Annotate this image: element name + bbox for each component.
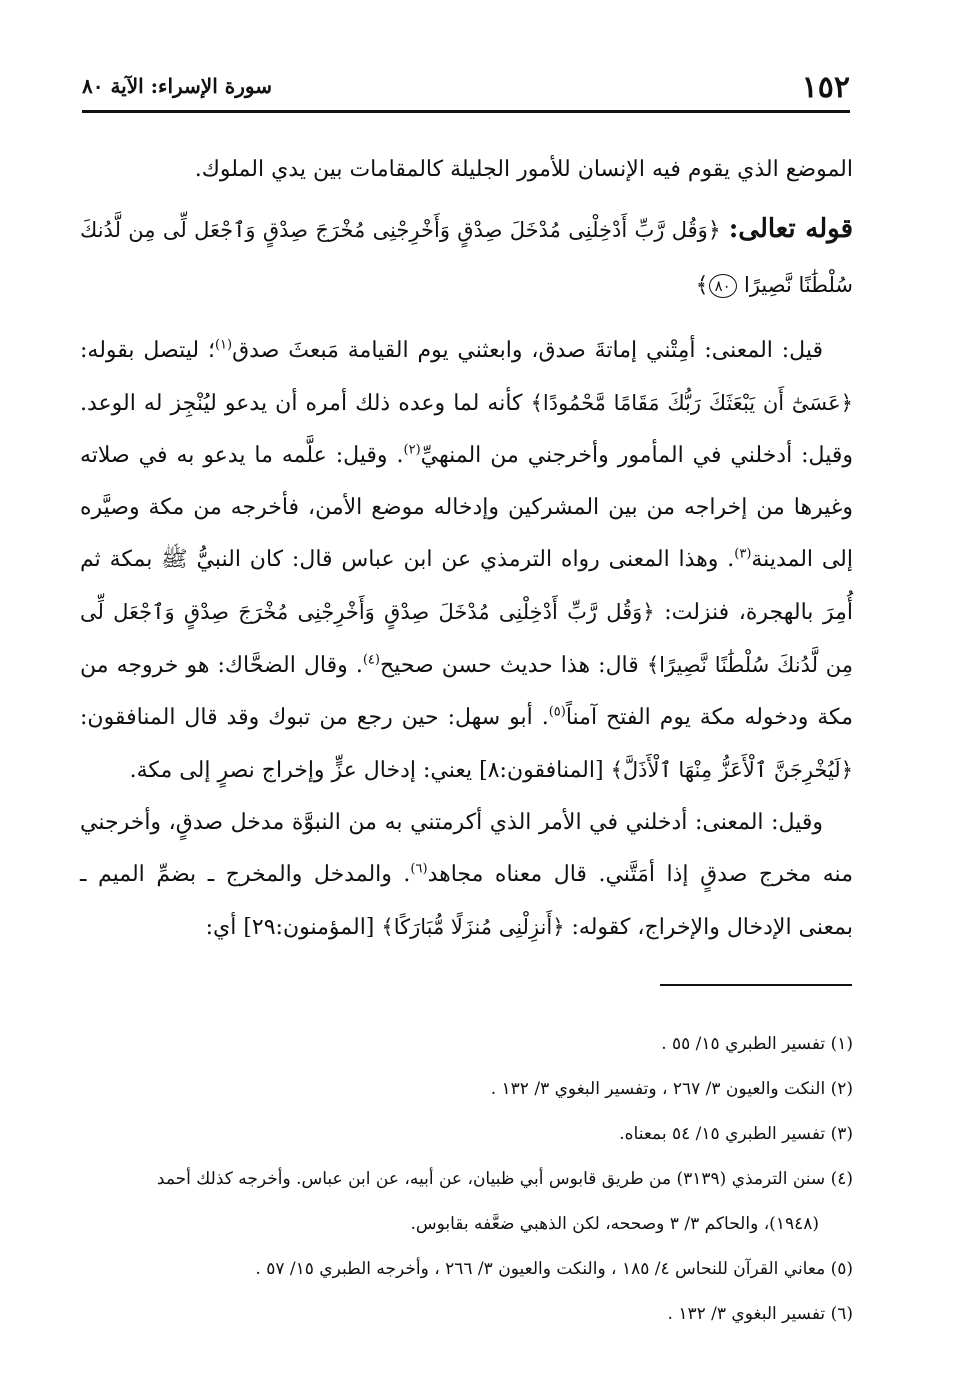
header-divider <box>82 110 850 113</box>
footnote-text: تفسير الطبري ١٥/ ٥٥ . <box>661 1034 831 1054</box>
verse-label: قوله تعالى: <box>728 214 853 244</box>
footnote-number: (٣) <box>830 1124 853 1144</box>
footnote <box>80 1022 853 1067</box>
running-title: سورة الإسراء: الآية ٨٠ <box>82 74 272 98</box>
footnote-text: تفسير الطبري ١٥/ ٥٤ بمعناه. <box>619 1124 831 1144</box>
verse-close-bracket: ﴾ <box>695 273 709 298</box>
paragraph-text: قال: هذا حديث حسن صحيح <box>379 653 647 678</box>
footnote-ref: (٦) <box>410 861 428 877</box>
quran-quote: ﴿وَقُل رَّبِّ أَدْخِلْنِى مُدْخَلَ صِدْقٍ وَأَخْرِجْنِى مُخْرَجَ صِدْقٍ وَٱجْعَل لِّى مِن لَّدُنكَ سُلْطَٰنًا نَّصِيرًا﴾ <box>80 600 853 677</box>
paragraph-text: . وقيل: علَّمه ما يدعو به في صلاته وغيرها من إخراجه من بين المشركين وإدخاله موضع الأمن، فأخرجه من مكة وصيَّره إلى المدينة <box>80 443 853 572</box>
footnote <box>80 1292 853 1337</box>
verse-text: وَقُل رَّبِّ أَدْخِلْنِى مُدْخَلَ صِدْقٍ وَأَخْرِجْنِى مُخْرَجَ صِدْقٍ وَٱجْعَل لِّى مِن لَّدُنكَ سُلْطَٰنًا نَّصِيرًا <box>80 218 853 297</box>
footnote-number: (٤) <box>830 1169 853 1189</box>
verse-open-bracket: ﴿ <box>707 218 721 243</box>
commentary <box>80 325 853 954</box>
paragraph-text: [المؤمنون:٢٩] أي: <box>205 915 382 940</box>
footnote-number: (٦) <box>830 1304 853 1324</box>
verse-block <box>80 202 853 313</box>
footnote-divider <box>660 984 852 986</box>
footnote-number: (٢) <box>830 1079 853 1099</box>
footnotes <box>80 1022 853 1337</box>
paragraph-text: [المنافقون:٨] يعني: إدخال عزٍّ وإخراج نصرٍ إلى مكة. <box>129 758 611 783</box>
footnote-number: (٥) <box>830 1259 853 1279</box>
page-number: ١٥٢ <box>801 70 850 105</box>
paragraph-text: . والمدخل والمخرج ـ بضمِّ الميم ـ بمعنى الإدخال والإخراج، كقوله: <box>80 862 853 940</box>
footnote <box>80 1067 853 1112</box>
paragraph-text: . أبو سهل: حين رجع من تبوك وقد قال المنافقون: <box>80 705 549 730</box>
page-header <box>82 66 850 110</box>
paragraph-text: قيل: المعنى: أمِتْني إماتةَ صدق، وابعثني يوم القيامة مَبعثَ صدق <box>232 338 823 363</box>
footnote-text: تفسير البغوي ٣/ ١٣٢ . <box>667 1304 831 1324</box>
paragraph-text: كأنه لما وعده ذلك أمره أن يدعو ليُنْجِز له الوعد. وقيل: أدخلني في المأمور وأخرجني من المنهيِّ <box>80 391 853 468</box>
footnote <box>80 1112 853 1157</box>
footnote-text: سنن الترمذي (٣١٣٩) من طريق قابوس أبي ظبيان، عن أبيه، عن ابن عباس. وأخرجه كذلك أحمد <box>156 1169 831 1189</box>
intro-line: الموضع الذي يقوم فيه الإنسان للأمور الجليلة كالمقامات بين يدي الملوك. <box>194 157 853 182</box>
footnote-number: (١) <box>830 1034 853 1054</box>
footnote-text: النكت والعيون ٣/ ٢٦٧ ، وتفسير البغوي ٣/ ١٣٢ . <box>490 1079 831 1099</box>
footnote-ref: (٥) <box>548 704 566 720</box>
footnote <box>80 1157 853 1202</box>
paragraph-text: وقيل: المعنى: أدخلني في الأمر الذي أكرمتني به من النبوَّة مدخل صدقٍ، وأخرجني منه مخرج صدقٍ إذا أمَتَّني. قال معناه مجاهد <box>80 810 853 887</box>
ayah-number-marker: ٨٠ <box>709 274 737 298</box>
paragraph-text: ؛ ليتصل بقوله: <box>80 338 215 363</box>
paragraph-text: . وهذا المعنى رواه الترمذي عن ابن عباس قال: كان النبيُّ ﷺ بمكة ثم أُمِرَ بالهجرة، فنزلت: <box>80 547 854 625</box>
quran-quote: ﴿عَسَىٰٓ أَن يَبْعَثَكَ رَبُّكَ مَقَامًا مَّحْمُودًا﴾ <box>530 391 853 415</box>
footnote-ref: (١) <box>214 337 233 353</box>
footnote-continuation: (١٩٤٨)، والحاكم ٣/ ٣ وصححه، لكن الذهبي ضعَّفه بقابوس. <box>410 1214 819 1234</box>
quran-quote: ﴿أَنزِلْنِى مُنزَلًا مُّبَارَكًا﴾ <box>381 915 565 939</box>
footnote-ref: (٢) <box>403 442 421 458</box>
paragraph <box>80 797 853 954</box>
paragraph <box>80 325 853 797</box>
paragraph-text: . وقال الضحَّاك: هو خروجه من مكة ودخوله مكة يوم الفتح آمناً <box>80 653 853 730</box>
body-text <box>80 144 853 954</box>
footnote-ref: (٣) <box>734 546 752 562</box>
footnote <box>80 1247 853 1292</box>
quran-quote: ﴿لَيُخْرِجَنَّ ٱلْأَعَزُّ مِنْهَا ٱلْأَذَلَّ﴾ <box>610 758 853 782</box>
footnote-text: معاني القرآن للنحاس ٤/ ١٨٥ ، والنكت والعيون ٣/ ٢٦٦ ، وأخرجه الطبري ١٥/ ٥٧ . <box>255 1259 831 1279</box>
footnote-ref: (٤) <box>362 652 380 668</box>
